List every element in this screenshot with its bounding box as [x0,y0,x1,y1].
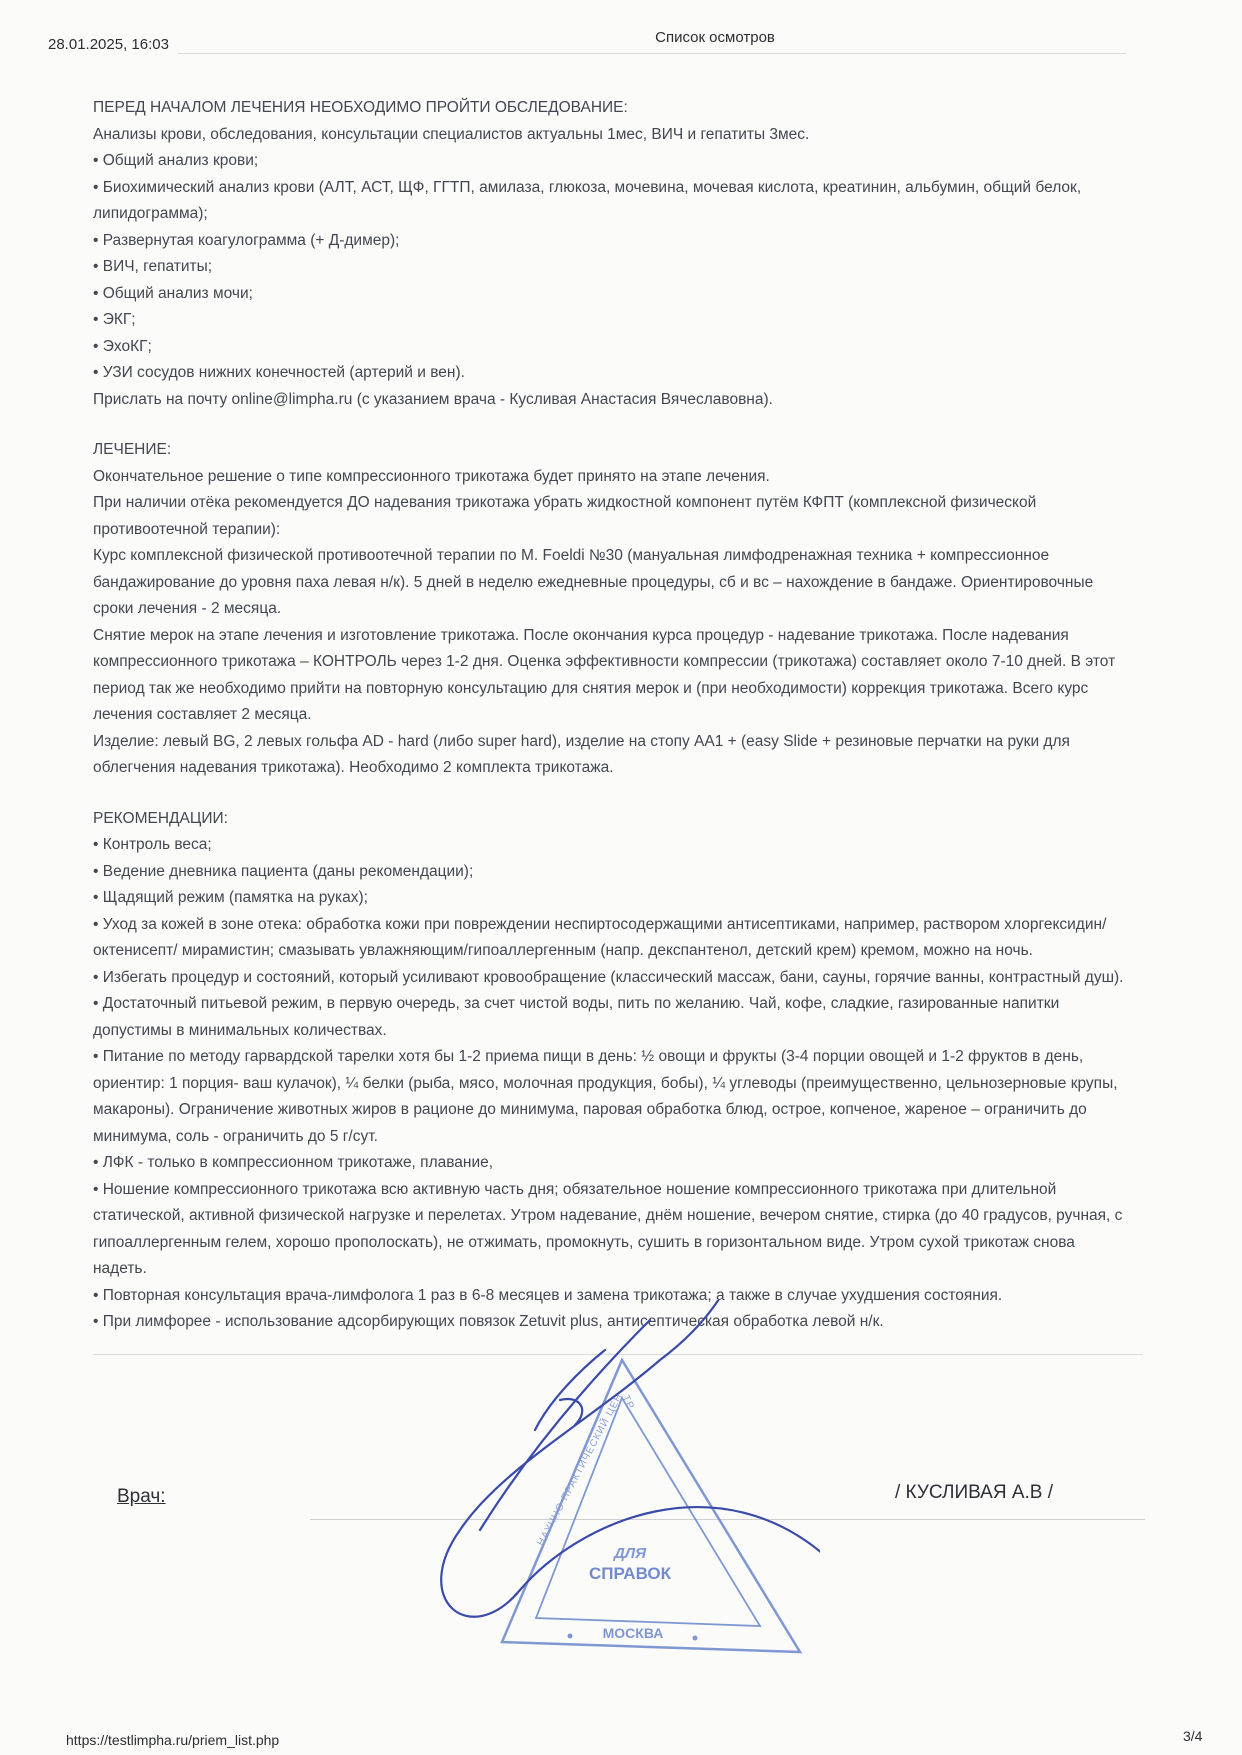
treatment-paragraph: Снятие мерок на этапе лечения и изготовление трикотажа. После окончания курса процедур - надевание трикотажа. После надевания компрессионного трикотажа – КОНТРОЛЬ через 1-2 дня. Оценка эффективности компрессии (трикотажа) составляет около 7-10 дней. В этот период так же необходимо прийти на повторную консультацию для снятия мерок и (при необходимости) коррекция трикотажа. Всего курс лечения составляет 2 месяца. [93,626,1116,723]
list-item: • При лимфорее - использование адсорбирующих повязок Zetuvit plus, антисептическая обработка левой н/к. [93,1313,884,1330]
document-body [93,95,1133,1336]
doctor-name: / КУСЛИВАЯ А.В / [895,1482,1054,1503]
page-number: 3/4 [1183,1728,1203,1744]
list-item: • Контроль веса; [93,836,212,853]
stamp-line1: ДЛЯ [613,1545,647,1562]
list-item: • Общий анализ крови; [93,152,259,169]
list-item: • Питание по методу гарвардской тарелки хотя бы 1-2 приема пищи в день: ½ овощи и фрукты (3-4 порции овощей и 1-2 фруктов в день, ориентир: 1 порция- ваш кулачок), ¼ белки (рыба, мясо, молочная продукция, бобы), ¼ углеводы (преимущественно, цельнозерновые крупы, макароны). Ограничение животных жиров в рационе до минимума, паровая обработка блюд, острое, копченое, жареное – ограничить до минимума, соль - ограничить до 5 г/сут. [93,1048,1118,1145]
treatment-paragraph: Окончательное решение о типе компрессионного трикотажа будет принято на этапе лечения. [93,467,770,485]
treatment-title: ЛЕЧЕНИЕ: [93,441,172,458]
svg-text:НАУЧНО ПРАКТИЧЕСКИЙ ЦЕНТР [536,1391,636,1548]
stamp-and-signature [420,1300,820,1660]
stamp-ring-text: НАУЧНО ПРАКТИЧЕСКИЙ ЦЕНТР [535,1391,637,1548]
exam-intro: Анализы крови, обследования, консультации специалистов актуальны 1мес, ВИЧ и гепатиты 3мес. [93,125,810,143]
recommendations-list [93,832,1133,1336]
stamp-line2: СПРАВОК [588,1564,672,1583]
list-item: • Ношение компрессионного трикотажа всю активную часть дня; обязательное ношение компрессионного трикотажа при длительной статической, активной физической нагрузке и перелетах. Утром надевание, днём ношение, вечером снятие, стирка (до 40 градусов, ручная, с гипоаллергенным гелем, хорошо прополоскать), не отжимать, промокнуть, сушить в горизонтальном виде. Утром сухой трикотаж снова надеть. [93,1180,1123,1277]
exam-list [93,148,1133,387]
doctor-label: Врач: [117,1486,166,1507]
page-header-title: Список осмотров [655,29,775,46]
stamp-city: МОСКВА [602,1625,664,1641]
list-item: • УЗИ сосудов нижних конечностей (артерий и вен). [93,364,465,381]
treatment-section [93,437,1133,782]
footer-url: https://testlimpha.ru/priem_list.php [66,1732,280,1748]
treatment-paragraph: При наличии отёка рекомендуется ДО надевания трикотажа убрать жидкостной компонент путём КФПТ (комплексной физической противоотечной терапии): [93,494,1037,538]
recommendations-section [93,806,1133,1336]
list-item: • Повторная консультация врача-лимфолога 1 раз в 6-8 месяцев и замена трикотажа; а также в случае ухудшения состояния. [93,1286,1003,1304]
list-item: • Уход за кожей в зоне отека: обработка кожи при повреждении неспиртосодержащими антисептиками, например, раствором хлоргексидин/ октенисепт/ мирамистин; смазывать увлажняющим/гипоаллергенным (напр. декспантенол, детский крем) кремом, можно на ночь. [93,915,1107,959]
list-item: • Достаточный питьевой режим, в первую очередь, за счет чистой воды, пить по желанию. Чай, кофе, сладкие, газированные напитки допустимы в минимальных количествах. [93,995,1060,1039]
list-item: • ЛФК - только в компрессионном трикотаже, плавание, [93,1154,494,1171]
list-item: • ЭхоКГ; [93,337,152,355]
list-item: • Ведение дневника пациента (даны рекомендации); [93,862,474,880]
recommendations-title: РЕКОМЕНДАЦИИ: [93,809,228,827]
treatment-paragraph: Курс комплексной физической противоотечной терапии по M. Foeldi №30 (мануальная лимфодренажная техника + компрессионное бандажирование до уровня паха левая н/к). 5 дней в неделю ежедневные процедуры, сб и вс – нахождение в бандаже. Ориентировочные сроки лечения - 2 месяца. [93,547,1094,617]
treatment-paragraph: Изделие: левый BG, 2 левых гольфа AD - hard (либо super hard), изделие на стопу AA1 + (easy Slide + резиновые перчатки на руки для облегчения надевания трикотажа). Необходимо 2 комплекта трикотажа. [93,732,1070,776]
stamp-triangle [502,1360,800,1652]
list-item: • ВИЧ, гепатиты; [93,258,213,275]
exam-title: ПЕРЕД НАЧАЛОМ ЛЕЧЕНИЯ НЕОБХОДИМО ПРОЙТИ ОБСЛЕДОВАНИЕ: [93,99,628,116]
list-item: • Биохимический анализ крови (АЛТ, АСТ, ЩФ, ГГТП, амилаза, глюкоза, мочевина, мочевая кислота, креатинин, альбумин, общий белок, липидограмма); [93,178,1082,222]
list-item: • Избегать процедур и состояний, который усиливают кровообращение (классический массаж, бани, сауны, горячие ванны, контрастный душ). [93,968,1124,986]
print-date: 28.01.2025, 16:03 [48,36,169,53]
header-divider [178,53,1126,54]
exam-send-instructions: Прислать на почту online@limpha.ru (с указанием врача - Кусливая Анастасия Вячеславовна). [93,390,773,408]
list-item: • Общий анализ мочи; [93,284,253,302]
list-item: • Развернутая коагулограмма (+ Д-димер); [93,231,400,249]
exam-section [93,95,1133,413]
list-item: • ЭКГ; [93,311,136,328]
list-item: • Щадящий режим (памятка на руках); [93,889,368,906]
